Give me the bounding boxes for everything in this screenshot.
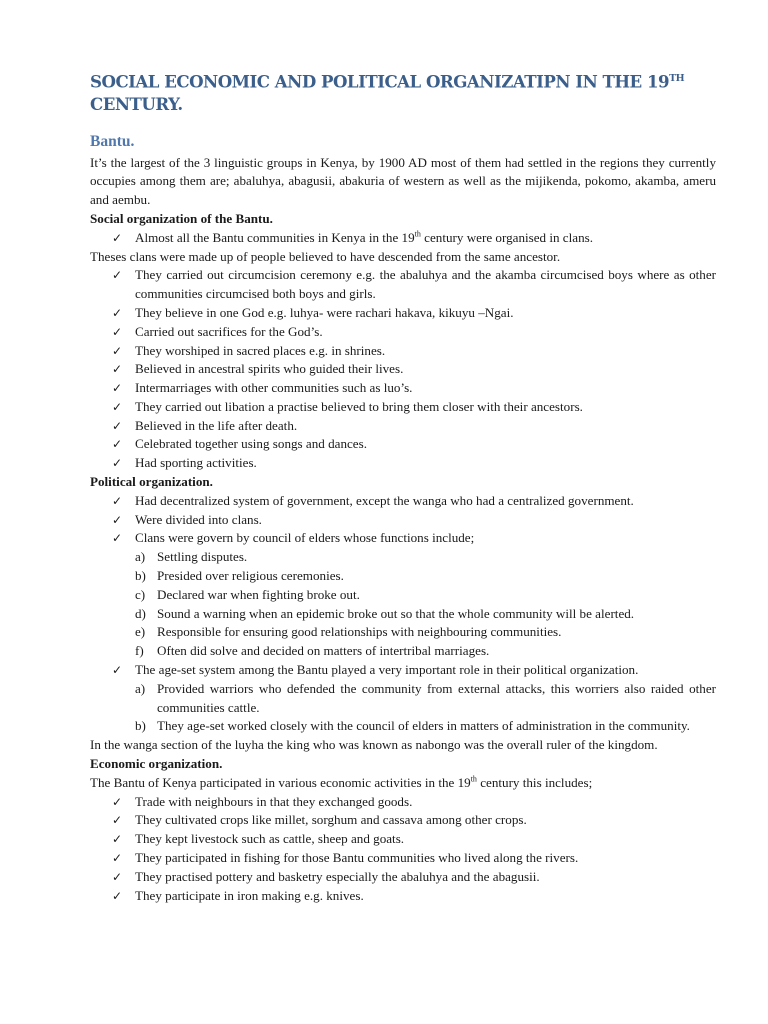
wanga-paragraph: In the wanga section of the luyha the king who was known as nabongo was the overall ruler of the kingdom. [90,737,658,753]
checkmark-icon: ✓ [111,343,123,358]
checkmark-icon: ✓ [111,268,123,283]
list-item: ✓ They participated in fishing for those Bantu communities who lived along the rivers. [90,849,716,868]
checkmark-icon: ✓ [111,399,123,414]
checkmark-icon: ✓ [111,512,123,527]
bantu-heading: Bantu. [90,132,135,150]
list-item: ✓ Believed in ancestral spirits who guided their lives. [90,360,716,379]
clans-note: Theses clans were made up of people believed to have descended from the same ancestor. [90,248,561,264]
economic-intro: The Bantu of Kenya participated in various economic activities in the 19th century this includes; [90,774,593,790]
list-item: c) Declared war when fighting broke out. [135,586,360,602]
checkmark-icon: ✓ [111,832,123,847]
checkmark-icon: ✓ [111,362,123,377]
checkmark-icon: ✓ [111,456,123,471]
social-list-first [90,229,716,248]
list-item: ✓ Had sporting activities. [90,454,716,473]
list-item: f) Often did solve and decided on matters of intertribal marriages. [135,643,490,659]
checkmark-icon: ✓ [111,851,123,866]
checkmark-icon: ✓ [111,230,123,245]
list-item: ✓ Almost all the Bantu communities in Kenya in the 19th century were organised in clans. [90,229,716,248]
page-title: SOCIAL ECONOMIC AND POLITICAL ORGANIZATIPN IN THE 19TH CENTURY. [90,71,685,114]
checkmark-icon: ✓ [111,888,123,903]
political-heading: Political organization. [90,474,213,490]
checkmark-icon: ✓ [111,305,123,320]
list-item: ✓ Celebrated together using songs and dances. [90,435,716,454]
checkmark-icon: ✓ [111,493,123,508]
list-item: ✓ Intermarriages with other communities such as luo’s. [90,379,716,398]
ageset-list [135,680,716,736]
list-item: ✓ They cultivated crops like millet, sorghum and cassava among other crops. [90,811,716,830]
checkmark-icon: ✓ [111,437,123,452]
list-item: ✓ They believe in one God e.g. luhya- were rachari hakava, kikuyu –Ngai. [90,304,716,323]
title-superscript: TH [669,73,685,84]
intro-paragraph: It’s the largest of the 3 linguistic groups in Kenya, by 1900 AD most of them had settled in the regions they currently occupies among them are; abaluhya, abagusii, abakuria of western as well as the mijikenda, pokomo, akamba, ameru and aembu. [90,154,716,208]
elders-functions-list [135,548,716,661]
list-item: e) Responsible for ensuring good relationships with neighbouring communities. [135,624,562,640]
list-item: ✓ They carried out circumcision ceremony e.g. the abaluhya and the akamba circumcised boys where as other communities circumcised both boys and girls. [111,267,716,302]
list-item: ✓ They participate in iron making e.g. knives. [90,887,716,906]
list-item: d) Sound a warning when an epidemic broke out so that the whole community will be alerted. [135,605,635,621]
checkmark-icon: ✓ [111,794,123,809]
list-item: ✓ They practised pottery and basketry especially the abaluhya and the abagusii. [90,868,716,887]
list-item: ✓ Believed in the life after death. [90,417,716,436]
social-list [90,266,716,473]
checkmark-icon: ✓ [111,813,123,828]
checkmark-icon: ✓ [111,324,123,339]
checkmark-icon: ✓ [111,663,123,678]
list-item: ✓ They carried out libation a practise believed to bring them closer with their ancestors. [90,398,716,417]
political-list [90,492,716,736]
list-item: ✓ They kept livestock such as cattle, sheep and goats. [90,830,716,849]
list-item: a) Settling disputes. [135,549,248,565]
checkmark-icon: ✓ [111,869,123,884]
checkmark-icon: ✓ [111,418,123,433]
checkmark-icon: ✓ [111,531,123,546]
list-item: ✓ Were divided into clans. [90,511,716,530]
social-heading: Social organization of the Bantu. [90,210,273,226]
economic-heading: Economic organization. [90,756,223,772]
list-item: ✓ The age-set system among the Bantu played a very important role in their political organization. a) Provided warriors who defended the community from external attacks, this worriers also raided other communities cattle. b) They age-set worked closely with the council of elders in matters of administration in the community. [90,661,716,736]
economic-list [90,793,716,906]
list-item: b) Presided over religious ceremonies. [135,568,344,584]
list-item: ✓ Trade with neighbours in that they exchanged goods. [90,793,716,812]
list-item: ✓ They worshiped in sacred places e.g. in shrines. [90,342,716,361]
list-item: ✓ Clans were govern by council of elders whose functions include; a) Settling disputes. b) Presided over religious ceremonies. c) Declared war when fighting broke out. d) Sound a warning when an epidemic broke out so that the whole community will be alerted. e) Responsible for ensuring good relationships with neighbouring communities. f) Often did solve and decided on matters of intertribal marriages. [90,529,716,661]
list-item: ✓ Carried out sacrifices for the God’s. [90,323,716,342]
document-body [90,68,716,905]
list-item: b) They age-set worked closely with the council of elders in matters of administration in the community. [135,718,690,734]
checkmark-icon: ✓ [111,381,123,396]
list-item: a) Provided warriors who defended the community from external attacks, this worriers also raided other communities cattle. [135,680,716,715]
list-item: ✓ Had decentralized system of government, except the wanga who had a centralized government. [90,492,716,511]
